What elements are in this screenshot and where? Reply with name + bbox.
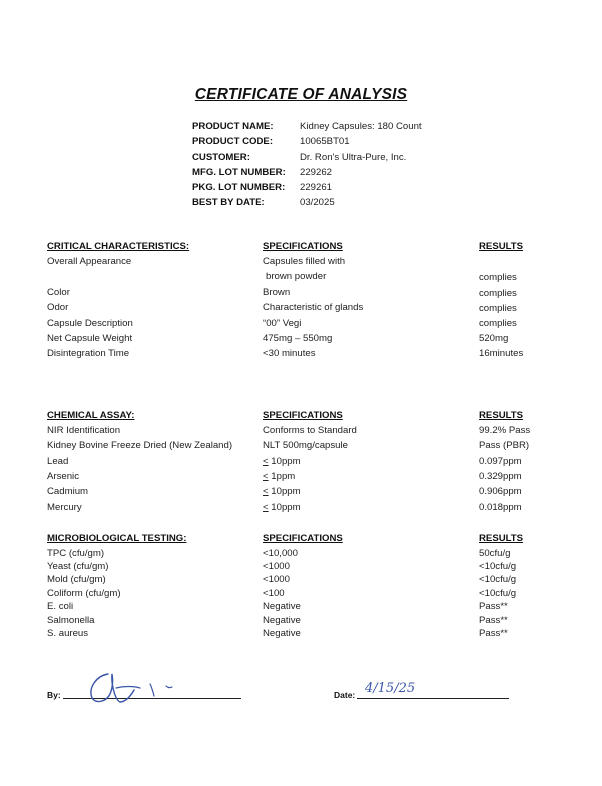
table-row-spec: <100 <box>263 588 285 599</box>
table-row-result: complies <box>479 303 517 314</box>
table-row-name: Salmonella <box>47 615 95 626</box>
table-row-spec: Negative <box>263 615 301 626</box>
micro-results-header: RESULTS <box>479 533 524 544</box>
table-row-spec <box>263 502 301 513</box>
product-code-label: PRODUCT CODE: <box>192 136 274 147</box>
table-row-name: Mercury <box>47 502 82 513</box>
table-row-name: S. aureus <box>47 628 89 639</box>
table-row-spec: Negative <box>263 628 301 639</box>
table-row-spec: NLT 500mg/capsule <box>263 440 348 451</box>
table-row-spec: Brown <box>263 287 291 298</box>
handwritten-date: 4/15/25 <box>365 681 416 696</box>
chemical-spec-header: SPECIFICATIONS <box>263 410 343 421</box>
table-row-spec: <1000 <box>263 574 290 585</box>
chemical-results-header: RESULTS <box>479 410 524 421</box>
table-row-spec: <30 minutes <box>263 348 316 359</box>
date-label: Date: <box>334 690 356 700</box>
table-row-name: Coliform (cfu/gm) <box>47 588 121 599</box>
table-row-name: TPC (cfu/gm) <box>47 548 105 559</box>
table-row-spec: Characteristic of glands <box>263 302 364 313</box>
table-row-name: Odor <box>47 302 69 313</box>
table-row-spec: brown powder <box>266 271 327 282</box>
critical-header: CRITICAL CHARACTERISTICS: <box>47 241 190 252</box>
table-row-result: Pass** <box>479 628 508 639</box>
table-row-result: 0.329ppm <box>479 471 522 482</box>
table-row-result: complies <box>479 288 517 299</box>
table-row-spec: <1000 <box>263 561 290 572</box>
table-row-result: 99.2% Pass <box>479 425 531 436</box>
table-row-name: Lead <box>47 456 69 467</box>
best-by-value: 03/2025 <box>300 197 335 208</box>
date-line <box>357 698 509 699</box>
table-row-result: <10cfu/g <box>479 588 517 599</box>
table-row-name: Net Capsule Weight <box>47 333 133 344</box>
spec-value: 10ppm <box>268 502 301 513</box>
chemical-header: CHEMICAL ASSAY: <box>47 410 135 421</box>
table-row-result: 0.097ppm <box>479 456 522 467</box>
customer-value: Dr. Ron's Ultra-Pure, Inc. <box>300 152 407 163</box>
table-row-result: complies <box>479 318 517 329</box>
table-row-name: Arsenic <box>47 471 79 482</box>
table-row-spec <box>263 471 295 482</box>
table-row-result: <10cfu/g <box>479 574 517 585</box>
table-row-spec: Negative <box>263 601 301 612</box>
pkg-lot-value: 229261 <box>300 182 333 193</box>
product-name-label: PRODUCT NAME: <box>192 121 274 132</box>
le-symbol: < <box>263 486 269 497</box>
by-label: By: <box>47 690 61 700</box>
pkg-lot-label: PKG. LOT NUMBER: <box>192 182 286 193</box>
table-row-spec: 475mg – 550mg <box>263 333 333 344</box>
table-row-result: <10cfu/g <box>479 561 517 572</box>
table-row-result: Pass** <box>479 615 508 626</box>
table-row-result: complies <box>479 272 517 283</box>
table-row-result: Pass (PBR) <box>479 440 530 451</box>
document-title: CERTIFICATE OF ANALYSIS <box>194 86 408 103</box>
table-row-name: Capsule Description <box>47 318 133 329</box>
critical-spec-header: SPECIFICATIONS <box>263 241 343 252</box>
best-by-label: BEST BY DATE: <box>192 197 265 208</box>
table-row-name: Cadmium <box>47 486 89 497</box>
table-row-result: 0.906ppm <box>479 486 522 497</box>
micro-spec-header: SPECIFICATIONS <box>263 533 343 544</box>
table-row-spec: <10,000 <box>263 548 298 559</box>
le-symbol: < <box>263 502 269 513</box>
spec-value: 1ppm <box>268 471 296 482</box>
table-row-spec: “00” Vegi <box>263 318 302 329</box>
table-row-name: Overall Appearance <box>47 256 132 267</box>
table-row-name: Kidney Bovine Freeze Dried (New Zealand) <box>47 440 233 451</box>
table-row-spec <box>263 456 301 467</box>
table-row-result: 0.018ppm <box>479 502 522 513</box>
product-name-value: Kidney Capsules: 180 Count <box>300 121 422 132</box>
table-row-name: Color <box>47 287 70 298</box>
table-row-name: Mold (cfu/gm) <box>47 574 106 585</box>
mfg-lot-value: 229262 <box>300 167 333 178</box>
signature <box>82 660 192 706</box>
table-row-result: 50cfu/g <box>479 548 511 559</box>
customer-label: CUSTOMER: <box>192 152 250 163</box>
table-row-name: E. coli <box>47 601 74 612</box>
mfg-lot-label: MFG. LOT NUMBER: <box>192 167 286 178</box>
spec-value: 10ppm <box>268 486 301 497</box>
table-row-spec: Capsules filled with <box>263 256 346 267</box>
table-row-result: 16minutes <box>479 348 524 359</box>
table-row-name: Disintegration Time <box>47 348 130 359</box>
le-symbol: < <box>263 456 269 467</box>
table-row-result: 520mg <box>479 333 509 344</box>
spec-value: 10ppm <box>268 456 301 467</box>
critical-results-header: RESULTS <box>479 241 524 252</box>
le-symbol: < <box>263 471 269 482</box>
table-row-spec: Conforms to Standard <box>263 425 357 436</box>
micro-header: MICROBIOLOGICAL TESTING: <box>47 533 187 544</box>
table-row-result: Pass** <box>479 601 508 612</box>
table-row-spec <box>263 486 301 497</box>
product-code-value: 10065BT01 <box>300 136 350 147</box>
table-row-name: NIR Identification <box>47 425 121 436</box>
table-row-name: Yeast (cfu/gm) <box>47 561 109 572</box>
